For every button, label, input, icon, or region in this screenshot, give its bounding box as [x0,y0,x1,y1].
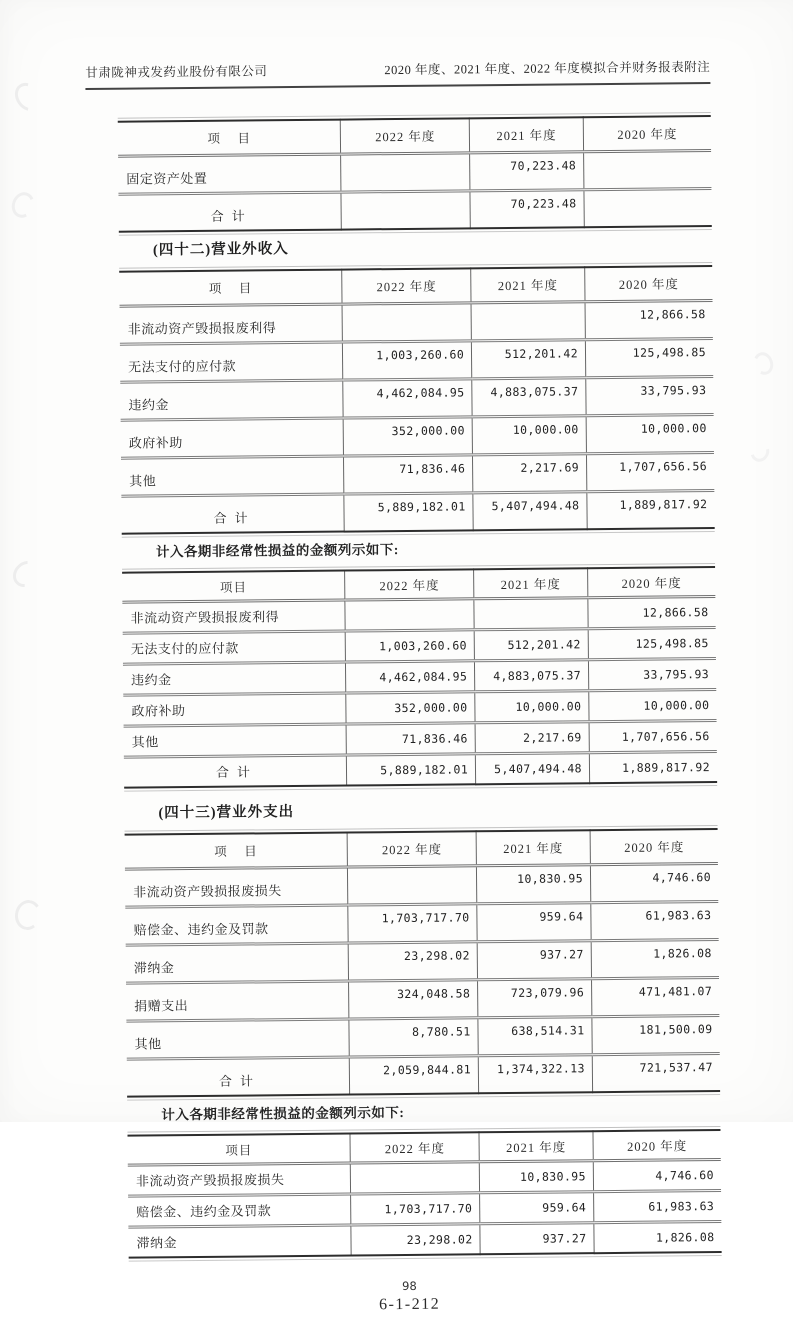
table-non-operating-expense-nonrecurring [127,1129,721,1259]
scan-smudge [10,78,47,116]
column-header: 项 目 [125,833,348,870]
page-footer [97,1276,722,1317]
value-cell: 721,537.47 [592,1053,720,1092]
column-header: 项目 [122,571,345,603]
value-cell: 23,298.02 [351,1224,480,1256]
row-label: 滞纳金 [126,943,349,983]
value-cell: 471,481.07 [591,977,719,1016]
value-cell [584,151,712,190]
value-cell: 70,223.48 [470,152,584,191]
value-cell: 12,866.58 [585,301,713,340]
table-row [121,415,714,459]
value-cell [351,1162,480,1194]
row-label: 捐赠支出 [126,981,349,1021]
value-cell: 1,826.08 [591,939,719,978]
table-row [125,863,718,907]
column-header: 2022 年度 [350,1132,479,1163]
table-row [126,977,719,1021]
row-label: 其他 [126,1019,349,1059]
value-cell: 5,407,494.48 [473,492,587,531]
table-row [126,939,719,983]
row-label: 其他 [124,724,347,757]
value-cell: 352,000.00 [344,417,473,456]
total-row [121,491,714,534]
table-row [128,1221,721,1257]
value-cell: 12,866.58 [588,596,716,628]
value-cell: 959.64 [480,1192,594,1224]
row-label: 滞纳金 [136,1235,178,1251]
nonrecurring-note-expense: 计入各期非经常性损益的金额列示如下: [161,1105,405,1123]
value-cell: 1,003,260.60 [343,341,472,380]
value-cell: 1,826.08 [594,1221,722,1253]
value-cell: 1,703,717.70 [348,904,477,943]
value-cell: 4,746.60 [590,863,718,902]
table-non-operating-income-nonrecurring [122,566,717,789]
value-cell: 10,000.00 [475,691,589,723]
value-cell: 61,983.63 [594,1190,722,1222]
scan-smudge [751,349,777,377]
value-cell: 638,514.31 [478,1017,592,1056]
scan-smudge [8,189,38,221]
column-header: 2022 年度 [345,569,474,600]
value-cell: 5,889,182.01 [344,493,473,532]
table-row [121,453,714,497]
table-row [126,1015,719,1059]
column-header: 2021 年度 [474,568,588,599]
row-label: 非流动资产毁损报废利得 [122,600,345,633]
total-row [118,189,711,232]
value-cell: 4,883,075.37 [472,378,586,417]
row-label: 违约金 [123,662,346,695]
table-wrap [127,1126,721,1262]
value-cell: 2,217.69 [475,722,589,754]
value-cell: 5,407,494.48 [475,753,589,785]
value-cell: 1,889,817.92 [589,751,717,783]
value-cell: 5,889,182.01 [347,754,476,786]
column-header: 2021 年度 [471,267,585,303]
value-cell: 1,703,717.70 [351,1193,480,1225]
value-cell: 33,795.93 [588,658,716,690]
company-name: 甘肃陇神戎发药业股份有限公司 [85,64,268,81]
column-header: 2020 年度 [588,567,716,598]
value-cell: 10,000.00 [586,415,714,454]
value-cell: 1,889,817.92 [587,491,715,530]
value-cell: 125,498.85 [585,339,713,378]
value-cell [471,302,585,341]
table-row [125,901,718,945]
column-header: 2020 年度 [583,116,711,152]
value-cell: 2,217.69 [473,454,587,493]
row-label: 非流动资产毁损报废损失 [128,1163,351,1196]
value-cell: 10,000.00 [472,416,586,455]
table-wrap [119,262,715,538]
column-header: 2020 年度 [590,829,718,865]
value-cell [341,191,470,230]
value-cell: 1,707,656.56 [589,720,717,752]
value-cell: 181,500.09 [592,1015,720,1054]
column-header: 2022 年度 [341,118,470,154]
value-cell: 71,836.46 [347,723,476,755]
row-label: 赔偿金、违约金及罚款 [128,1194,351,1227]
row-label: 合 计 [210,208,246,224]
value-cell: 324,048.58 [349,980,478,1019]
value-cell: 61,983.63 [591,901,719,940]
row-label: 政府补助 [121,418,344,458]
column-header: 2020 年度 [593,1130,721,1161]
table-row [120,339,713,383]
row-label: 无法支付的应付款 [120,342,343,382]
scan-smudge [8,556,45,593]
value-cell: 70,223.48 [470,190,584,229]
table-header-row [119,266,712,306]
row-label: 违约金 [120,380,343,420]
value-cell: 4,883,075.37 [475,660,589,692]
value-cell [474,598,588,630]
scan-smudge [747,439,773,465]
value-cell: 4,462,084.95 [343,379,472,418]
value-cell: 352,000.00 [346,692,475,724]
scan-smudge [13,898,44,932]
row-label: 固定资产处置 [118,154,341,194]
value-cell: 4,462,084.95 [346,661,475,693]
table-fixed-asset-disposal [118,115,712,233]
column-header: 项 目 [119,270,342,307]
table-non-operating-expense [125,828,721,1098]
table-non-operating-income [119,265,715,535]
column-header: 项 目 [118,120,341,157]
column-header: 2022 年度 [342,268,471,304]
value-cell [341,153,470,192]
table-wrap [118,112,712,236]
value-cell: 723,079.96 [478,979,592,1018]
page-number: 98 [402,1278,417,1294]
value-cell: 125,498.85 [588,627,716,659]
value-cell: 10,000.00 [589,689,717,721]
row-label: 合 计 [213,510,249,526]
row-label: 合 计 [218,1073,254,1089]
value-cell [348,866,477,905]
value-cell: 512,201.42 [474,629,588,661]
row-label: 非流动资产毁损报废利得 [120,304,343,344]
value-cell: 937.27 [477,941,591,980]
report-title: 2020 年度、2021 年度、2022 年度模拟合并财务报表附注 [384,60,711,78]
value-cell: 1,003,260.60 [346,630,475,662]
value-cell: 2,059,844.81 [350,1056,479,1095]
value-cell: 71,836.46 [344,455,473,494]
value-cell: 512,201.42 [472,340,586,379]
column-header: 2022 年度 [348,831,477,867]
document-header [85,57,710,90]
value-cell [345,599,474,631]
section-title-42: (四十二)营业外收入 [152,241,289,259]
value-cell: 1,707,656.56 [586,453,714,492]
total-row [124,751,717,787]
value-cell: 10,830.95 [477,865,591,904]
value-cell [584,189,712,228]
column-header: 2021 年度 [479,1131,593,1162]
column-header: 2020 年度 [585,266,713,302]
value-cell: 10,830.95 [479,1161,593,1193]
value-cell: 959.64 [477,903,591,942]
value-cell [342,303,471,342]
row-label: 赔偿金、违约金及罚款 [125,905,348,945]
column-header: 项目 [127,1134,350,1166]
value-cell: 8,780.51 [349,1018,478,1057]
total-row [127,1053,720,1096]
value-cell: 937.27 [480,1223,594,1255]
page-content [85,57,722,1317]
value-cell: 33,795.93 [586,377,714,416]
row-label: 非流动资产毁损报废损失 [125,867,348,907]
column-header: 2021 年度 [476,830,590,866]
column-header: 2021 年度 [469,117,583,153]
row-label: 其他 [121,456,344,496]
table-row [118,151,711,195]
row-label: 政府补助 [123,693,346,726]
section-title-43: (四十三)营业外支出 [158,804,295,822]
table-header-row [125,829,718,869]
value-cell: 23,298.02 [349,942,478,981]
doc-code: 6-1-212 [378,1295,441,1314]
table-row [120,377,713,421]
row-label: 无法支付的应付款 [123,631,346,664]
table-row [120,301,713,345]
table-wrap [122,563,717,792]
value-cell: 4,746.60 [593,1159,721,1191]
table-header-row [118,116,711,156]
nonrecurring-note-income: 计入各期非经常性损益的金额列示如下: [155,542,399,560]
value-cell: 1,374,322.13 [478,1055,592,1094]
table-wrap [125,825,721,1101]
row-label: 合 计 [215,764,251,780]
